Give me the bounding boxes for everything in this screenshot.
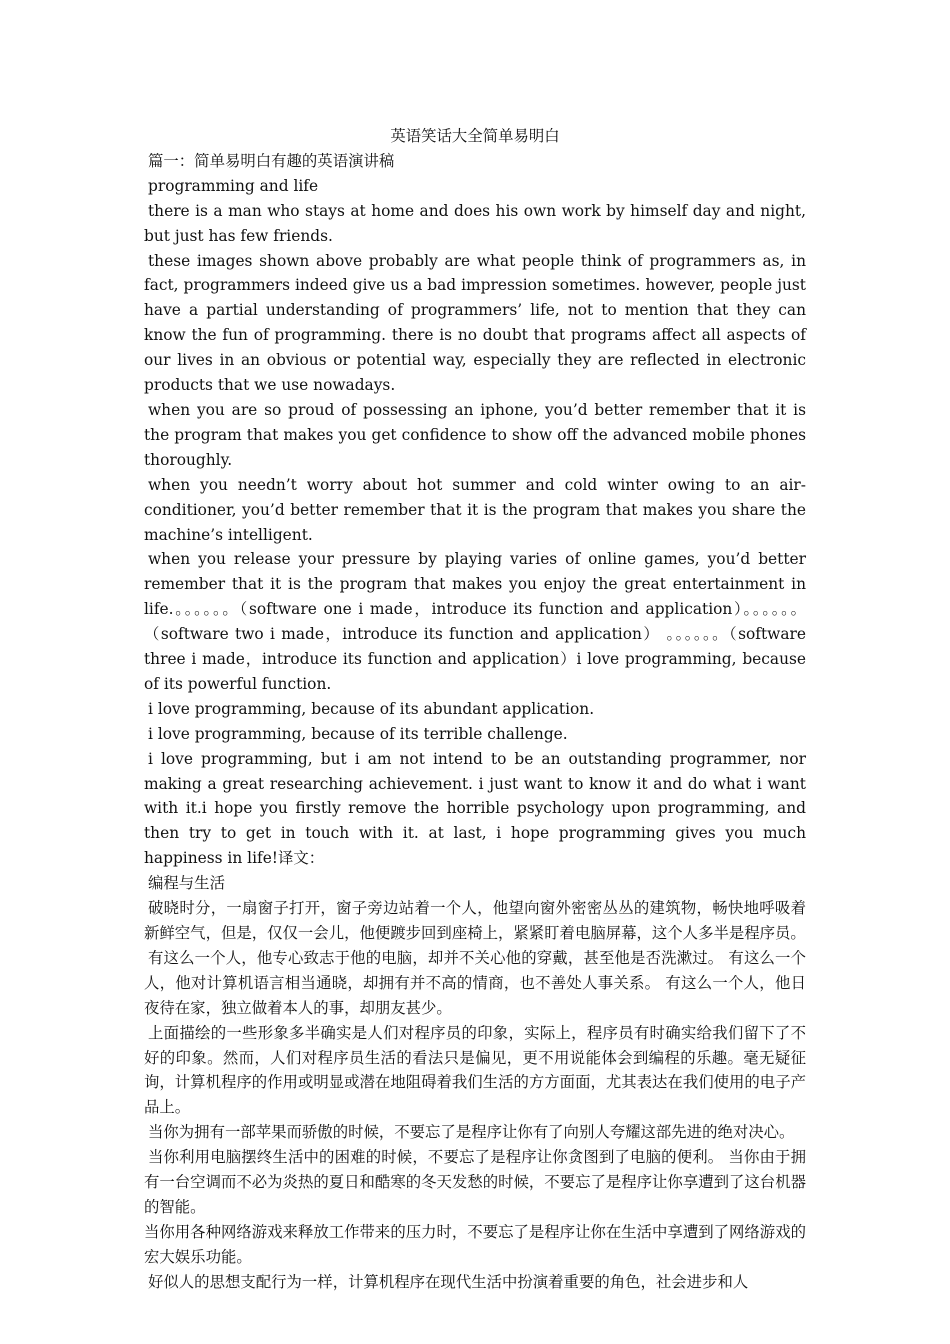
paragraph: there is a man who stays at home and does his own work by himself day and night, but just has few friends. bbox=[144, 201, 806, 245]
paragraph: when you release your pressure by playing varies of online games, you’d better remember that it is the program that makes you enjoy the great entertainment in life.。。。。。。（software one i made，introduce its function and application）。。。。。。（software two i made，introduce its function and application） 。。。。。。（software three i made，introduce its function and application）i love programming, because of its powerful function. bbox=[144, 550, 806, 693]
paragraph: i love programming, but i am not intend to be an outstanding programmer, nor making a great researching achievement. i just want to know it and do what i want with it.i hope you firstly remove the horrible psychology upon programming, and then try to get in touch with it. at last, i hope programming gives you much happiness in life!译文： bbox=[144, 749, 806, 868]
section-heading: 篇一：简单易明白有趣的英语演讲稿 bbox=[148, 151, 395, 170]
document-page bbox=[144, 124, 806, 1295]
paragraph: 当你利用电脑摆终生活中的困难的时候，不要忘了是程序让你贪图到了电脑的便利。 当你由于拥有一台空调而不必为炎热的夏日和酷寒的冬天发愁的时候，不要忘了是程序让你享遭到了这台机器的智能。 bbox=[144, 1148, 806, 1216]
paragraph: 当你为拥有一部苹果而骄傲的时候，不要忘了是程序让你有了向别人夸耀这部先进的绝对决心。 bbox=[148, 1123, 795, 1142]
paragraph: 当你用各种网络游戏来释放工作带来的压力时，不要忘了是程序让你在生活中享遭到了网络游戏的宏大娱乐功能。 bbox=[144, 1222, 806, 1266]
translation-title: 编程与生活 bbox=[148, 874, 225, 893]
speech-title: programming and life bbox=[148, 176, 319, 195]
paragraph: these images shown above probably are what people think of programmers as, in fact, programmers indeed give us a bad impression sometimes. however, people just have a partial understanding of programmers’ life, not to mention that they can know the fun of programming. there is no doubt that programs affect all aspects of our lives in an obvious or potential way, especially they are reflected in electronic products that we use nowadays. bbox=[144, 251, 806, 395]
document-title: 英语笑话大全简单易明白 bbox=[390, 127, 560, 145]
paragraph: when you needn’t worry about hot summer and cold winter owing to an air-conditioner, you’d better remember that it is the program that makes you share the machine’s intelligent. bbox=[144, 475, 806, 544]
paragraph: 有这么一个人，他专心致志于他的电脑，却并不关心他的穿戴，甚至他是否洗漱过。 有这么一个人，他对计算机语言相当通晓，却拥有并不高的情商，也不善处人事关系。 有这么一个人，他日夜待在家，独立做着本人的事，却朋友甚少。 bbox=[144, 948, 806, 1017]
paragraph: i love programming, because of its abundant application. bbox=[148, 699, 595, 718]
paragraph: 上面描绘的一些形象多半确实是人们对程序员的印象，实际上，程序员有时确实给我们留下了不好的印象。然而，人们对程序员生活的看法只是偏见，更不用说能体会到编程的乐趣。毫无疑征询，计算机程序的作用或明显或潜在地阻碍着我们生活的方方面面，尤其表达在我们使用的电子产品上。 bbox=[144, 1023, 806, 1117]
paragraph: i love programming, because of its terrible challenge. bbox=[148, 724, 568, 743]
paragraph: 破晓时分，一扇窗子打开，窗子旁边站着一个人，他望向窗外密密丛丛的建筑物，畅快地呼吸着新鲜空气，但是，仅仅一会儿，他便踱步回到座椅上，紧紧盯着电脑屏幕，这个人多半是程序员。 bbox=[144, 899, 806, 942]
paragraph: 好似人的思想支配行为一样，计算机程序在现代生活中扮演着重要的角色，社会进步和人 bbox=[148, 1272, 749, 1291]
paragraph: when you are so proud of possessing an iphone, you’d better remember that it is the program that makes you get confidence to show off the advanced mobile phones thoroughly. bbox=[144, 400, 806, 469]
